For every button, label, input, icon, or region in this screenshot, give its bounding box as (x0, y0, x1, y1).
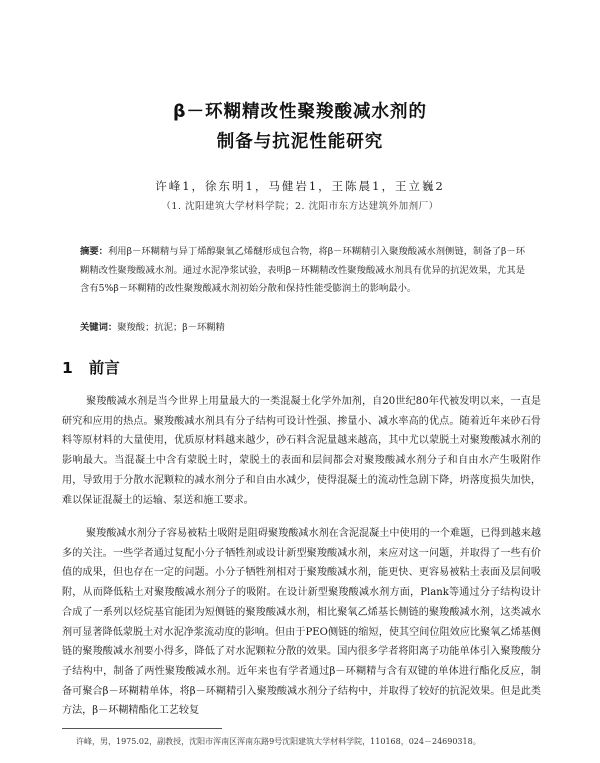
paper-title-line1: β－环糊精改性聚羧酸减水剂的 (172, 102, 428, 122)
author-affiliation: （1. 沈阳建筑大学材料学院；2. 沈阳市东方达建筑外加剂厂） (161, 201, 439, 212)
keywords (80, 320, 525, 336)
paper-title-line2: 制备与抗泥性能研究 (216, 132, 384, 152)
abstract (80, 243, 525, 299)
keywords-label: 关键词： (80, 322, 118, 333)
abstract-text: 利用β－环糊精与异丁烯醇聚氧乙烯醚形成包合物，将β－环糊精引入聚羧酸减水剂侧链，制备了β－环糊精改性聚羧酸减水剂。通过水泥净浆试验，表明β－环糊精改性聚羧酸减水剂具有优异的抗泥效果，尤其是含有5%β－环糊精的改性聚羧酸减水剂初始分散和保持性能受膨润土的影响最小。 (80, 246, 525, 295)
section-heading (62, 356, 120, 378)
body-paragraph-2 (62, 524, 541, 721)
author-footnote: 许峰，男，1975.02，副教授，沈阳市浑南区浑南东路9号沈阳建筑大学材料学院，110168，024－24690318。 (76, 737, 481, 746)
section-number: 1 (62, 359, 73, 377)
author-list: 许峰1，徐东明1，马健岩1，王陈晨1，王立巍2 (155, 179, 445, 193)
section-title: 前言 (88, 359, 120, 377)
body-paragraph-1 (62, 392, 541, 510)
footnote-divider (62, 728, 222, 729)
paragraph-text: 聚羧酸减水剂是当今世界上用量最大的一类混凝土化学外加剂，自20世纪80年代被发明以来，一直是研究和应用的热点。聚羧酸减水剂具有分子结构可设计性强、掺量小、减水率高的优点。随着近年来砂石骨料等原材料的大量使用，优质原材料越来越少，砂石料含泥量越来越高，其中尤以蒙脱土对聚羧酸减水剂的影响最大。当混凝土中含有蒙脱土时，蒙脱土的表面和层间都会对聚羧酸减水剂分子和自由水产生吸附作用，导致用于分散水泥颗粒的减水剂分子和自由水减少，使得混凝土的流动性急剧下降，坍落度损失加快，难以保证混凝土的运输、泵送和施工要求。 (62, 396, 541, 506)
keywords-text: 聚羧酸；抗泥；β－环糊精 (117, 322, 225, 333)
paragraph-text: 聚羧酸减水剂分子容易被粘土吸附是阻碍聚羧酸减水剂在含泥混凝土中使用的一个难题，已得到越来越多的关注。一些学者通过复配小分子牺牲剂或设计新型聚羧酸减水剂，来应对这一问题，并取得了一些有价值的成果，但也存在一定的问题。小分子牺牲剂相对于聚羧酸减水剂，能更快、更容易被粘土表面及层间吸附，从而降低粘土对聚羧酸减水剂分子的吸附。在设计新型聚羧酸减水剂方面，Plank等通过分子结构设计合成了一系列以烃烷基官能团为短侧链的聚羧酸减水剂，相比聚氧乙烯基长侧链的聚羧酸减水剂，这类减水剂可显著降低蒙脱土对水泥净浆流动度的影响。但由于PEO侧链的缩短，使其空间位阻效应比聚氧乙烯基侧链的聚羧酸减水剂要小得多，降低了对水泥颗粒分散的效果。国内很多学者将阳离子功能单体引入聚羧酸分子结构中，制备了两性聚羧酸减水剂。近年来也有学者通过β－环糊精与含有双键的单体进行酯化反应，制备可聚合β－环糊精单体，将β－环糊精引入聚羧酸减水剂分子结构中，并取得了较好的抗泥效果。但是此类方法，β－环糊精酯化工艺较复 (62, 528, 541, 717)
abstract-label: 摘要： (80, 246, 108, 257)
